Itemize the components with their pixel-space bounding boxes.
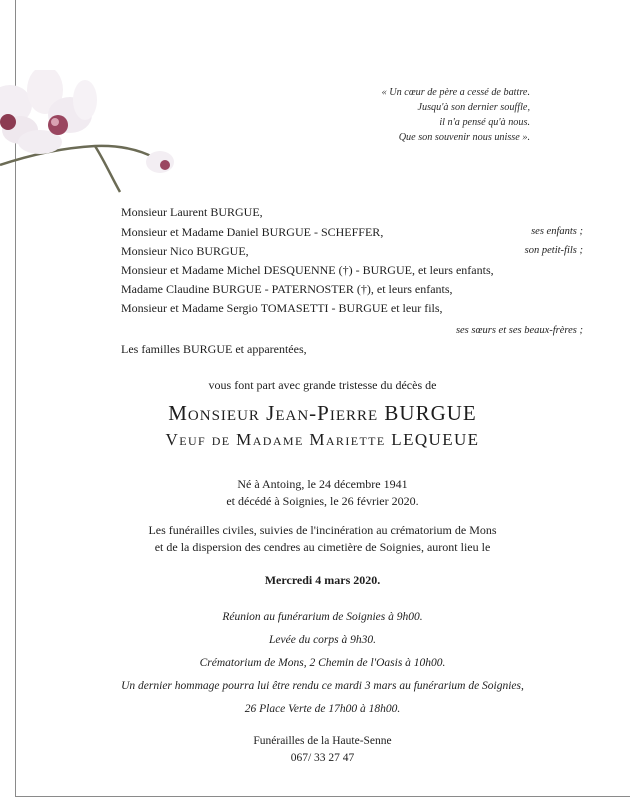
- epigraph-line: « Un cœur de père a cessé de battre.: [381, 87, 530, 98]
- schedule-item: 26 Place Verte de 17h00 à 18h00.: [244, 703, 401, 715]
- family-line: Monsieur et Madame Daniel BURGUE - SCHEFFER,: [121, 225, 384, 239]
- undertaker-phone: 067/ 33 27 47: [290, 752, 355, 764]
- funeral-description: [15, 522, 630, 556]
- birth-death-dates: [15, 476, 630, 510]
- family-line: Monsieur et Madame Sergio TOMASETTI - BURGUE et leur fils,: [121, 301, 443, 315]
- family-line: Monsieur Laurent BURGUE,: [121, 205, 263, 219]
- family-line: Monsieur et Madame Michel DESQUENNE (†) - BURGUE, et leurs enfants,: [121, 263, 494, 277]
- schedule-item: Crématorium de Mons, 2 Chemin de l'Oasis à 10h00.: [199, 657, 446, 669]
- family-line: Monsieur Nico BURGUE,: [121, 244, 249, 258]
- funeral-line: Les funérailles civiles, suivies de l'incinération au crématorium de Mons: [148, 523, 497, 537]
- widow-of-line: Veuf de Madame Mariette LEQUEUE: [165, 430, 480, 449]
- epigraph-quote: [382, 85, 530, 145]
- deceased-name: Monsieur Jean-Pierre BURGUE: [168, 401, 477, 425]
- relation-note: ses enfants ;: [531, 226, 583, 237]
- orchid-flower-image: [0, 70, 190, 200]
- death-line: et décédé à Soignies, le 26 février 2020.: [226, 494, 419, 508]
- birth-line: Né à Antoing, le 24 décembre 1941: [237, 477, 408, 491]
- bottom-border-line: [15, 796, 630, 797]
- epigraph-line: Que son souvenir nous unisse ».: [398, 132, 530, 143]
- undertaker-name: Funérailles de la Haute-Senne: [253, 735, 392, 747]
- relation-note: son petit-fils ;: [524, 245, 583, 256]
- funeral-line: et de la dispersion des cendres au cimetière de Soignies, auront lieu le: [154, 540, 491, 554]
- epigraph-line: Jusqu'à son dernier souffle,: [417, 102, 530, 113]
- family-line: Madame Claudine BURGUE - PATERNOSTER (†), et leurs enfants,: [121, 282, 453, 296]
- schedule-item: Un dernier hommage pourra lui être rendu ce mardi 3 mars au funérarium de Soignies,: [121, 680, 524, 692]
- epigraph-line: il n'a pensé qu'à nous.: [439, 117, 530, 128]
- schedule-item: Réunion au funérarium de Soignies à 9h00.: [222, 611, 423, 623]
- family-line: Les familles BURGUE et apparentées,: [121, 342, 307, 356]
- announcement-intro: vous font part avec grande tristesse du décès de: [208, 378, 437, 392]
- funeral-date: Mercredi 4 mars 2020.: [264, 573, 381, 587]
- undertaker-info: [15, 733, 630, 767]
- schedule-item: Levée du corps à 9h30.: [269, 634, 376, 646]
- relation-note: ses sœurs et ses beaux-frères ;: [455, 325, 583, 336]
